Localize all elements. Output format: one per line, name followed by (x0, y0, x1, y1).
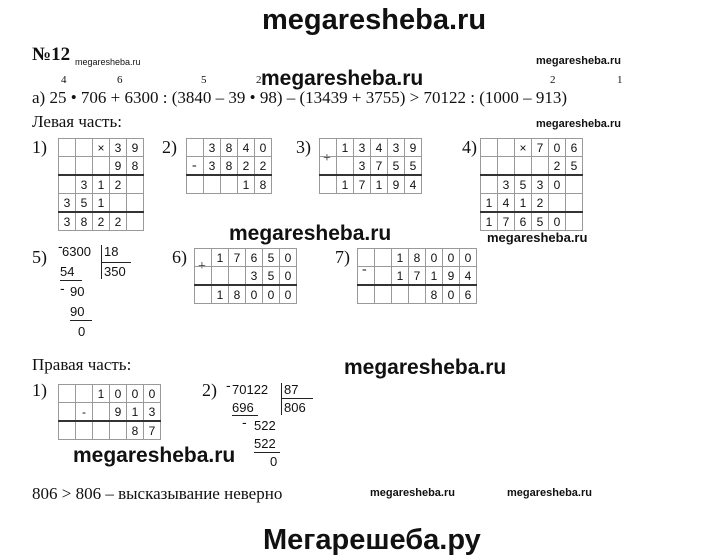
cell (566, 175, 583, 194)
minus-sign: - (192, 158, 197, 173)
cell: 7 (498, 212, 515, 231)
cell: 5 (405, 157, 422, 176)
cell (515, 157, 532, 176)
cell: 1 (392, 267, 409, 286)
step-label: 1) (32, 137, 47, 157)
divisor: 18 (104, 244, 119, 259)
cell: 3 (354, 157, 371, 176)
cell: 2 (93, 212, 110, 231)
step-label: 3) (296, 137, 311, 157)
division-step: 0 (78, 324, 86, 339)
cell: 4 (238, 139, 255, 157)
cell (375, 285, 392, 304)
cell: 1 (337, 139, 354, 157)
division-step: 90 (70, 284, 85, 299)
cell (481, 139, 498, 157)
minus-sign: - (226, 377, 231, 393)
watermark-top: megaresheba.ru (262, 4, 487, 36)
cell: 1 (392, 249, 409, 267)
cell: 3 (246, 267, 263, 286)
watermark-mid-2: megaresheba.ru (229, 222, 392, 245)
minus-sign: - (60, 280, 65, 296)
cell: 7 (371, 157, 388, 176)
cell (358, 285, 375, 304)
cell (93, 421, 110, 440)
cell: 4 (460, 267, 477, 286)
cell: 9 (127, 139, 144, 157)
step-label: 1) (32, 380, 47, 400)
cell (76, 421, 93, 440)
plus-sign: + (198, 259, 206, 274)
cell: 9 (443, 267, 460, 286)
cell: 1 (481, 194, 498, 213)
right-calc-1-subtraction (58, 384, 161, 440)
cell (195, 267, 212, 286)
cell: 0 (549, 139, 566, 157)
cell: 5 (76, 194, 93, 213)
cell (229, 267, 246, 286)
watermark-footer: Мегарешеба.ру (263, 524, 481, 556)
cell: 3 (76, 175, 93, 194)
cell: 8 (409, 249, 426, 267)
order-mark: 4 (61, 74, 67, 86)
cell: 3 (498, 175, 515, 194)
order-mark: 5 (201, 74, 207, 86)
cell: 3 (144, 403, 161, 422)
calc-7-subtraction (357, 248, 477, 304)
cell: 2 (549, 157, 566, 176)
cell: 9 (388, 175, 405, 194)
cell: 0 (280, 249, 297, 267)
cell: 1 (426, 267, 443, 286)
order-mark: 2 (550, 74, 556, 86)
cell (212, 267, 229, 286)
cell: 4 (498, 194, 515, 213)
calc-2-subtraction (186, 138, 272, 194)
cell (93, 403, 110, 422)
cell: 7 (409, 267, 426, 286)
minus-sign: - (58, 238, 63, 254)
cell: 1 (93, 194, 110, 213)
cell (59, 421, 76, 440)
cell (221, 175, 238, 194)
cell: 9 (110, 403, 127, 422)
cell: 1 (93, 385, 110, 403)
watermark-mid-4: megaresheba.ru (73, 444, 236, 467)
left-part-title: Левая часть: (32, 112, 122, 131)
division-step: 54 (60, 264, 75, 279)
cell (481, 175, 498, 194)
subtraction-line (232, 415, 258, 416)
cell: 0 (549, 212, 566, 231)
cell: 9 (405, 139, 422, 157)
cell: 3 (110, 139, 127, 157)
cell: 6 (460, 285, 477, 304)
cell: 3 (204, 157, 221, 176)
cell (187, 175, 204, 194)
watermark-mid-3: megaresheba.ru (344, 356, 507, 379)
cell: 8 (221, 157, 238, 176)
cell (76, 385, 93, 403)
calc-3-addition (319, 138, 422, 194)
cell (566, 194, 583, 213)
cell: 5 (566, 157, 583, 176)
cell: 8 (229, 285, 246, 304)
cell: 1 (337, 175, 354, 194)
cell (187, 157, 204, 176)
cell: 5 (388, 157, 405, 176)
cell (566, 212, 583, 231)
cell: 8 (127, 421, 144, 440)
cell: 0 (110, 385, 127, 403)
division-step: 696 (232, 400, 254, 415)
cell (320, 139, 337, 157)
problem-expression: а) 25 • 706 + 6300 : (3840 – 39 • 98) – (13439 + 3755) > 70122 : (1000 – 913) (32, 88, 568, 107)
cell: 8 (255, 175, 272, 194)
cell (59, 175, 76, 194)
cell: 3 (532, 175, 549, 194)
subtraction-line (254, 452, 280, 453)
subtraction-line (60, 280, 82, 281)
dividend: 6300 (62, 244, 91, 259)
cell: 0 (426, 249, 443, 267)
division-step: 522 (254, 436, 276, 451)
cell: 1 (238, 175, 255, 194)
cell: 3 (354, 139, 371, 157)
order-mark: 2 (256, 74, 262, 86)
watermark-small-4: megaresheba.ru (370, 487, 455, 499)
cell (127, 175, 144, 194)
cell: 9 (110, 157, 127, 176)
watermark-tiny: megaresheba.ru (75, 57, 141, 67)
cell: 0 (246, 285, 263, 304)
cell (409, 285, 426, 304)
step-label: 4) (462, 137, 477, 157)
cell: 0 (549, 175, 566, 194)
cell: 5 (263, 267, 280, 286)
watermark-small-3: megaresheba.ru (487, 230, 588, 245)
cell: 3 (59, 212, 76, 231)
minus-sign: - (362, 262, 367, 277)
watermark-small-1: megaresheba.ru (536, 55, 621, 67)
cell: 7 (144, 421, 161, 440)
right-part-title: Правая часть: (32, 355, 132, 374)
calc-1-multiplication (58, 138, 144, 231)
cell (76, 157, 93, 176)
cell: 3 (388, 139, 405, 157)
watermark-mid-1: megaresheba.ru (261, 67, 424, 90)
cell (320, 157, 337, 176)
step-label: 5) (32, 247, 47, 267)
cell (375, 249, 392, 267)
cell: 0 (255, 139, 272, 157)
cell: 4 (371, 139, 388, 157)
cell (204, 175, 221, 194)
cell (59, 385, 76, 403)
cell (392, 285, 409, 304)
division-step: 90 (70, 304, 85, 319)
cell: 5 (263, 249, 280, 267)
cell: 8 (127, 157, 144, 176)
step-label: 6) (172, 247, 187, 267)
conclusion: 806 > 806 – высказывание неверно (32, 484, 283, 503)
division-bar (281, 398, 313, 399)
order-mark: 1 (617, 74, 623, 86)
step-label: 2) (202, 380, 217, 400)
cell: 0 (443, 285, 460, 304)
subtraction-line (70, 320, 92, 321)
division-bracket (281, 383, 282, 415)
cell: 8 (76, 212, 93, 231)
problem-number: №12 (32, 44, 71, 65)
cell (532, 157, 549, 176)
cell: 5 (515, 175, 532, 194)
division-step: 0 (270, 454, 278, 469)
cell (549, 194, 566, 213)
quotient: 350 (104, 264, 126, 279)
cell (195, 249, 212, 267)
division-step: 522 (254, 418, 276, 433)
cell: 0 (127, 385, 144, 403)
calc-6-addition (194, 248, 297, 304)
cell (358, 249, 375, 267)
step-label: 2) (162, 137, 177, 157)
watermark-small-2: megaresheba.ru (536, 118, 621, 130)
cell: 3 (204, 139, 221, 157)
cell: 2 (110, 212, 127, 231)
plus-sign: + (323, 151, 331, 166)
cell: 1 (212, 285, 229, 304)
cell (59, 157, 76, 176)
cell (337, 157, 354, 176)
watermark-small-5: megaresheba.ru (507, 487, 592, 499)
cell: 0 (443, 249, 460, 267)
calc-4-multiplication (480, 138, 583, 231)
cell (59, 403, 76, 422)
cell: 5 (532, 212, 549, 231)
minus-sign: - (242, 414, 247, 430)
divisor: 87 (284, 382, 299, 397)
cell: 6 (515, 212, 532, 231)
cell: 1 (481, 212, 498, 231)
cell: 2 (110, 175, 127, 194)
cell (187, 139, 204, 157)
cell: 0 (460, 249, 477, 267)
cell: 0 (280, 267, 297, 286)
cell: 1 (515, 194, 532, 213)
minus-sign: - (76, 403, 93, 422)
cell: 6 (566, 139, 583, 157)
cell: 6 (246, 249, 263, 267)
cell: 1 (127, 403, 144, 422)
cell (59, 139, 76, 157)
cell: 0 (280, 285, 297, 304)
quotient: 806 (284, 400, 306, 415)
cell: 7 (229, 249, 246, 267)
cell: 3 (59, 194, 76, 213)
cell: × (93, 139, 110, 157)
cell (93, 157, 110, 176)
cell: 1 (371, 175, 388, 194)
cell: 1 (93, 175, 110, 194)
cell: 4 (405, 175, 422, 194)
cell: 2 (238, 157, 255, 176)
cell: 8 (221, 139, 238, 157)
dividend: 70122 (232, 382, 269, 397)
cell (358, 267, 375, 286)
cell (320, 175, 337, 194)
cell (76, 139, 93, 157)
cell: 2 (532, 194, 549, 213)
cell (127, 194, 144, 213)
cell: 7 (532, 139, 549, 157)
cell (498, 157, 515, 176)
cell (498, 139, 515, 157)
cell: × (515, 139, 532, 157)
cell: 8 (426, 285, 443, 304)
cell: 0 (263, 285, 280, 304)
step-label: 7) (335, 247, 350, 267)
cell (110, 194, 127, 213)
cell (481, 157, 498, 176)
cell: 2 (255, 157, 272, 176)
cell (110, 421, 127, 440)
cell: 0 (144, 385, 161, 403)
division-bar (101, 262, 131, 263)
cell (195, 285, 212, 304)
cell (127, 212, 144, 231)
order-mark: 6 (117, 74, 123, 86)
cell (375, 267, 392, 286)
cell: 7 (354, 175, 371, 194)
cell: 1 (212, 249, 229, 267)
